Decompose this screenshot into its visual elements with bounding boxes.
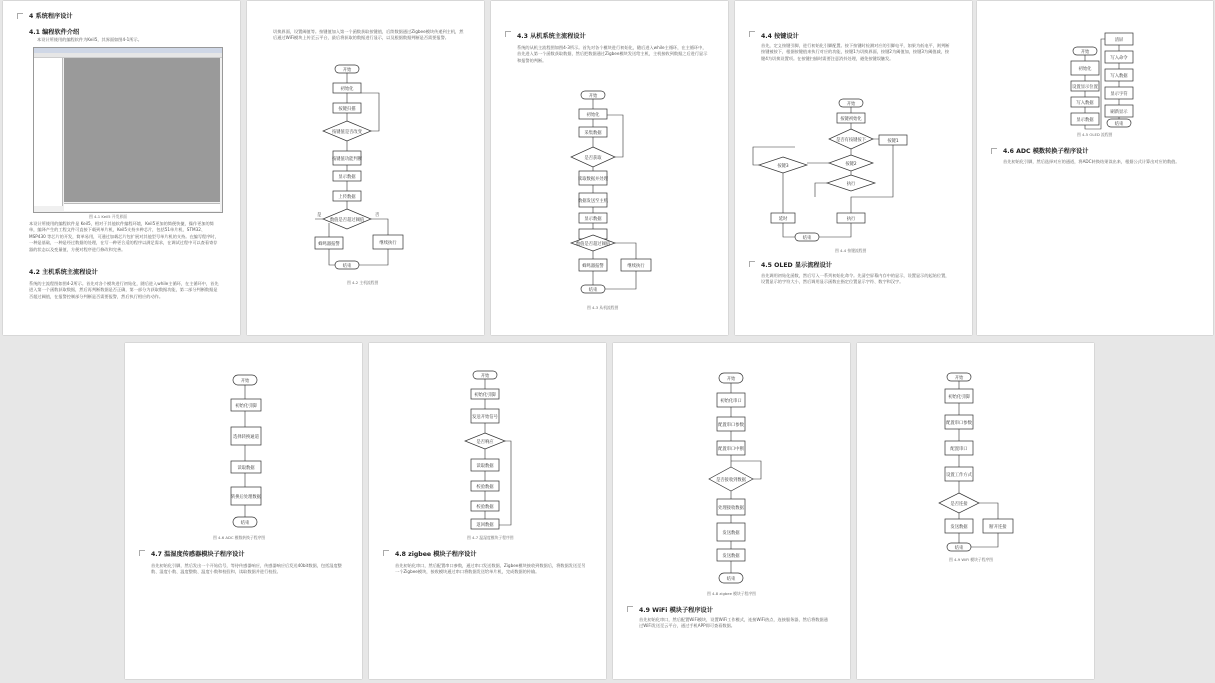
section-heading: 4.5 OLED 显示流程设计 — [761, 262, 832, 269]
paragraph: 首先初始化引脚，然后选择对应的通道，将ADC转换结果读出来，根据公式计算出对应的数值。 — [1003, 159, 1180, 164]
fc-node: 延时 — [778, 217, 788, 222]
fc-label-no: 否 — [375, 213, 380, 218]
fc-node: 继续执行 — [627, 264, 645, 269]
fc-end: 结束 — [588, 288, 598, 293]
fc-node: 选择转换通道 — [233, 435, 259, 440]
adc-flowchart — [205, 373, 285, 533]
fc-decision: 按键2 — [845, 162, 857, 167]
fc-decision: 数值是否超过阈值 — [329, 218, 365, 223]
paragraph: 首先初始化引脚，然后发出一个开始信号，等待传感器响应，传感器响应后发送40bit数据，包括湿度整数、湿度小数、温度整数、温度小数和校验和，读取数据并进行校验。 — [151, 563, 342, 575]
section-heading: 4.6 ADC 模数转换子程序设计 — [1003, 148, 1089, 155]
fc-decision: 是否连接 — [950, 502, 968, 507]
fc-end: 结束 — [1114, 122, 1124, 127]
fc-node: 读取数据并处理 — [577, 177, 609, 182]
fc-node: 按键初始化 — [840, 117, 862, 122]
document-page-4[interactable] — [735, 1, 972, 335]
fc-node: 刷新显示 — [1110, 110, 1128, 115]
fc-node: 配置串口中断 — [718, 447, 744, 452]
fc-node: 发送数据 — [722, 531, 740, 536]
fc-node: 配置串口参数 — [718, 423, 744, 428]
key-flowchart — [755, 97, 955, 245]
slave-flowchart — [551, 89, 701, 301]
section-heading: 4.8 zigbee 模块子程序设计 — [395, 551, 477, 558]
fc-decision: 是否响应 — [476, 440, 494, 445]
zigbee-flowchart — [703, 371, 783, 589]
fc-start: 开始 — [588, 94, 598, 99]
fc-node: 初始化 — [586, 113, 600, 118]
fc-node: 校验数据 — [476, 485, 494, 490]
document-page-5[interactable] — [977, 1, 1213, 335]
fc-node: 初始化引脚 — [948, 395, 970, 400]
document-page-3[interactable] — [491, 1, 728, 335]
paragraph: 首先调用初始化函数，然后写入一系列初始化命令。先清空屏幕内存中的显示，设置显示的起始位置，设置显示的字符大小，然后调用显示函数在指定位置显示字符、数字和汉字。 — [761, 273, 950, 285]
margin-mark — [17, 13, 23, 19]
paragraph: 首先，定义按键引脚，进行初始化引脚配置。按下按键时检测对应的引脚电平，如果为低电平，则判断按键被按下，根据按键值来执行对应的功能，按键1为切换界面，按键2为阈值加，按键3为阈值减，按键4为切换设置项。在按键扫描时需要注意消抖处理，避免按键误触发。 — [761, 43, 950, 61]
fc-node: 设置工作方式 — [946, 473, 972, 478]
fc-node: 初始化引脚 — [235, 404, 257, 409]
figure-caption: 图 4-6 ADC 模数转换子程序图 — [213, 535, 266, 540]
fc-node: 蜂鸣器报警 — [318, 242, 340, 247]
document-page-6[interactable] — [125, 343, 362, 679]
margin-mark — [749, 31, 755, 37]
fc-node: 清屏 — [1114, 38, 1124, 43]
fc-decision: 是否获取 — [584, 156, 602, 161]
paragraph: 系统的主流程图如图4-2所示。首先对各个模块进行初始化，随后进入while主循环，在主循环中，首先进入第一个函数获取数据，然后再判断数据是否正确，第一部分为获取数据功能，第二部分判断数据是否超过阈值，在报警控制部分判断是否需要报警，然后执行相应的动作。 — [29, 281, 219, 299]
fc-decision: 数值是否超过阈值 — [575, 242, 611, 247]
fc-node: 配置串口参数 — [946, 421, 972, 426]
section-heading: 4.3 从机系统主流程设计 — [517, 33, 586, 40]
dht-flowchart — [459, 369, 539, 533]
fc-node: 初始化 — [1078, 67, 1092, 72]
fc-start: 开始 — [846, 102, 856, 107]
fc-node: 按键1 — [887, 139, 899, 144]
paragraph: 首先初始化串口，然后配置WiFi模块，设置WiFi工作模式，连接WiFi热点，连接服务器，然后将数据通过WiFi发送至云平台，通过手机APP即可查看数据。 — [639, 617, 828, 629]
paragraph: 首先初始化串口，然后配置串口参数，通过串口发送数据，Zigbee模块接收到数据后，将数据发送至另一个Zigbee模块，接收模块通过串口将数据发送给单片机，完成数据的传输。 — [395, 563, 586, 575]
fc-end: 结束 — [342, 264, 352, 269]
wifi-flowchart — [937, 371, 1037, 563]
fc-node: 显示数据 — [584, 217, 602, 222]
fc-node: 按键扫描 — [338, 107, 356, 112]
fc-end: 结束 — [802, 236, 812, 241]
fc-node: 显示数据 — [1076, 118, 1094, 123]
document-page-9[interactable] — [857, 343, 1094, 679]
fc-node: 继续执行 — [379, 241, 397, 246]
fc-node: 写入数据 — [1076, 101, 1094, 106]
chapter-heading: 4 系统程序设计 — [29, 13, 73, 20]
figure-caption: 图 4-1 Keil5 开发界面 — [89, 214, 127, 219]
main-flowchart — [287, 63, 447, 273]
fc-node: 发送开始信号 — [472, 415, 498, 420]
figure-caption: 图 4-4 按键流程图 — [835, 248, 867, 253]
fc-start: 开始 — [240, 379, 250, 384]
fc-end: 结束 — [954, 546, 964, 551]
fc-start: 开始 — [480, 374, 490, 379]
fc-node: 读取数据 — [476, 464, 494, 469]
section-heading: 4.9 WiFi 模块子程序设计 — [639, 607, 713, 614]
fc-label-yes: 是 — [317, 213, 322, 218]
fc-node: 读取数据 — [237, 466, 255, 471]
margin-mark — [749, 261, 755, 267]
fc-node: 采集数据 — [584, 131, 602, 136]
fc-node: 校验数据 — [476, 505, 494, 510]
fc-start: 开始 — [954, 376, 964, 381]
paragraph: 本设计所使用的编程软件为Keil5，其界面如图4-1所示。 — [37, 37, 142, 42]
document-page-8[interactable] — [613, 343, 850, 679]
fc-end: 结束 — [240, 521, 250, 526]
paragraph: 切换界面，设置阈值等。按键值加入第一个函数获取按键值，后续数据通过Zigbee模块传递到主机，然后通过WiFi模块上传至云平台，最后将获取的数据进行显示，以及根据数据判断是否需要报警。 — [273, 29, 464, 41]
fc-node: 显示字符 — [1110, 92, 1128, 97]
figure-caption: 图 4-2 主机流程图 — [347, 280, 379, 285]
figure-caption: 图 4-3 从机流程图 — [587, 305, 619, 310]
paragraph: 系统的从机主流程图如图4-3所示。首先对各个模块进行初始化，随后进入while主循环，在主循环中，首先进入第一个函数获取数据，然后把数据通过Zigbee模块发送给主机，主机接收到数据之后进行显示和报警的判断。 — [517, 45, 708, 63]
fc-node: 初始化引脚 — [474, 393, 496, 398]
document-page-2[interactable] — [247, 1, 484, 335]
fc-node: 数据发送至主机 — [577, 199, 609, 204]
fc-node: 写入数据 — [1110, 74, 1128, 79]
fc-node: 返回数据 — [476, 523, 494, 528]
fc-end: 结束 — [726, 577, 736, 582]
fc-start: 开始 — [1080, 50, 1090, 55]
paragraph: 本设计所使用的编程软件是 Keil5，相对于其他软件编程环境，Keil5更加的简便快捷，操作更加的简单，编译产生的工程文件可直接下载到单片机，Keil5支持多种芯片，包括51单片机、STM32、MSP430 等芯片的开发，简单易用，可通过加载芯片包扩展对其他型号单片机的支持。在编写程序时，一种是基础，一种是经过数据的处理，在写一种更合适的程序以满足需求，在调试过程中可以查看寄存器的状态以及变量值，方便对程序进行修改和完善。 — [29, 221, 219, 252]
fc-node: 写入命令 — [1110, 56, 1128, 61]
fc-node: 发送数据 — [950, 525, 968, 530]
document-page-1[interactable] — [3, 1, 240, 335]
fc-node: 上传数据 — [338, 195, 356, 200]
margin-mark — [505, 31, 511, 37]
fc-node: 配置串口 — [950, 447, 968, 452]
fc-start: 开始 — [342, 68, 352, 73]
section-heading: 4.1 编程软件介绍 — [29, 29, 80, 36]
figure-caption: 图 4-8 zigbee 模块子程序图 — [707, 591, 756, 596]
fc-node: 蜂鸣器报警 — [582, 264, 604, 269]
fc-node: 发送数据 — [722, 554, 740, 559]
keil5-screenshot — [33, 47, 223, 213]
fc-node: 转换后处理数据 — [230, 495, 262, 500]
fc-decision: 执行 — [846, 182, 856, 187]
margin-mark — [139, 550, 145, 556]
fc-node: 初始化串口 — [720, 399, 742, 404]
section-heading: 4.7 温湿度传感器模块子程序设计 — [151, 551, 245, 558]
fc-node: 执行 — [846, 217, 856, 222]
fc-node: 初始化 — [340, 87, 354, 92]
fc-node: 处理接收数据 — [718, 506, 744, 511]
fc-start: 开始 — [726, 377, 736, 382]
section-heading: 4.2 主机系统主流程设计 — [29, 269, 98, 276]
fc-node: 显示数据 — [338, 175, 356, 180]
figure-caption: 图 4-5 OLED 流程图 — [1077, 132, 1113, 137]
fc-decision: 按键3 — [777, 164, 789, 169]
fc-decision: 是否接收到数据 — [715, 478, 747, 483]
margin-mark — [991, 148, 997, 154]
fc-decision: 是否有按键按下 — [835, 138, 867, 143]
fc-node: 设置显示位置 — [1072, 85, 1098, 90]
oled-flowchart — [1067, 31, 1157, 131]
section-heading: 4.4 按键设计 — [761, 33, 799, 40]
document-page-7[interactable] — [369, 343, 606, 679]
figure-caption: 图 4-9 WiFi 模块子程序图 — [949, 557, 994, 562]
fc-decision: 按键值是否改变 — [331, 130, 363, 135]
margin-mark — [627, 606, 633, 612]
fc-node: 断开连接 — [989, 525, 1007, 530]
figure-caption: 图 4-7 温湿度模块子程序图 — [467, 535, 514, 540]
fc-node: 按键值功能判断 — [331, 157, 363, 162]
margin-mark — [383, 550, 389, 556]
